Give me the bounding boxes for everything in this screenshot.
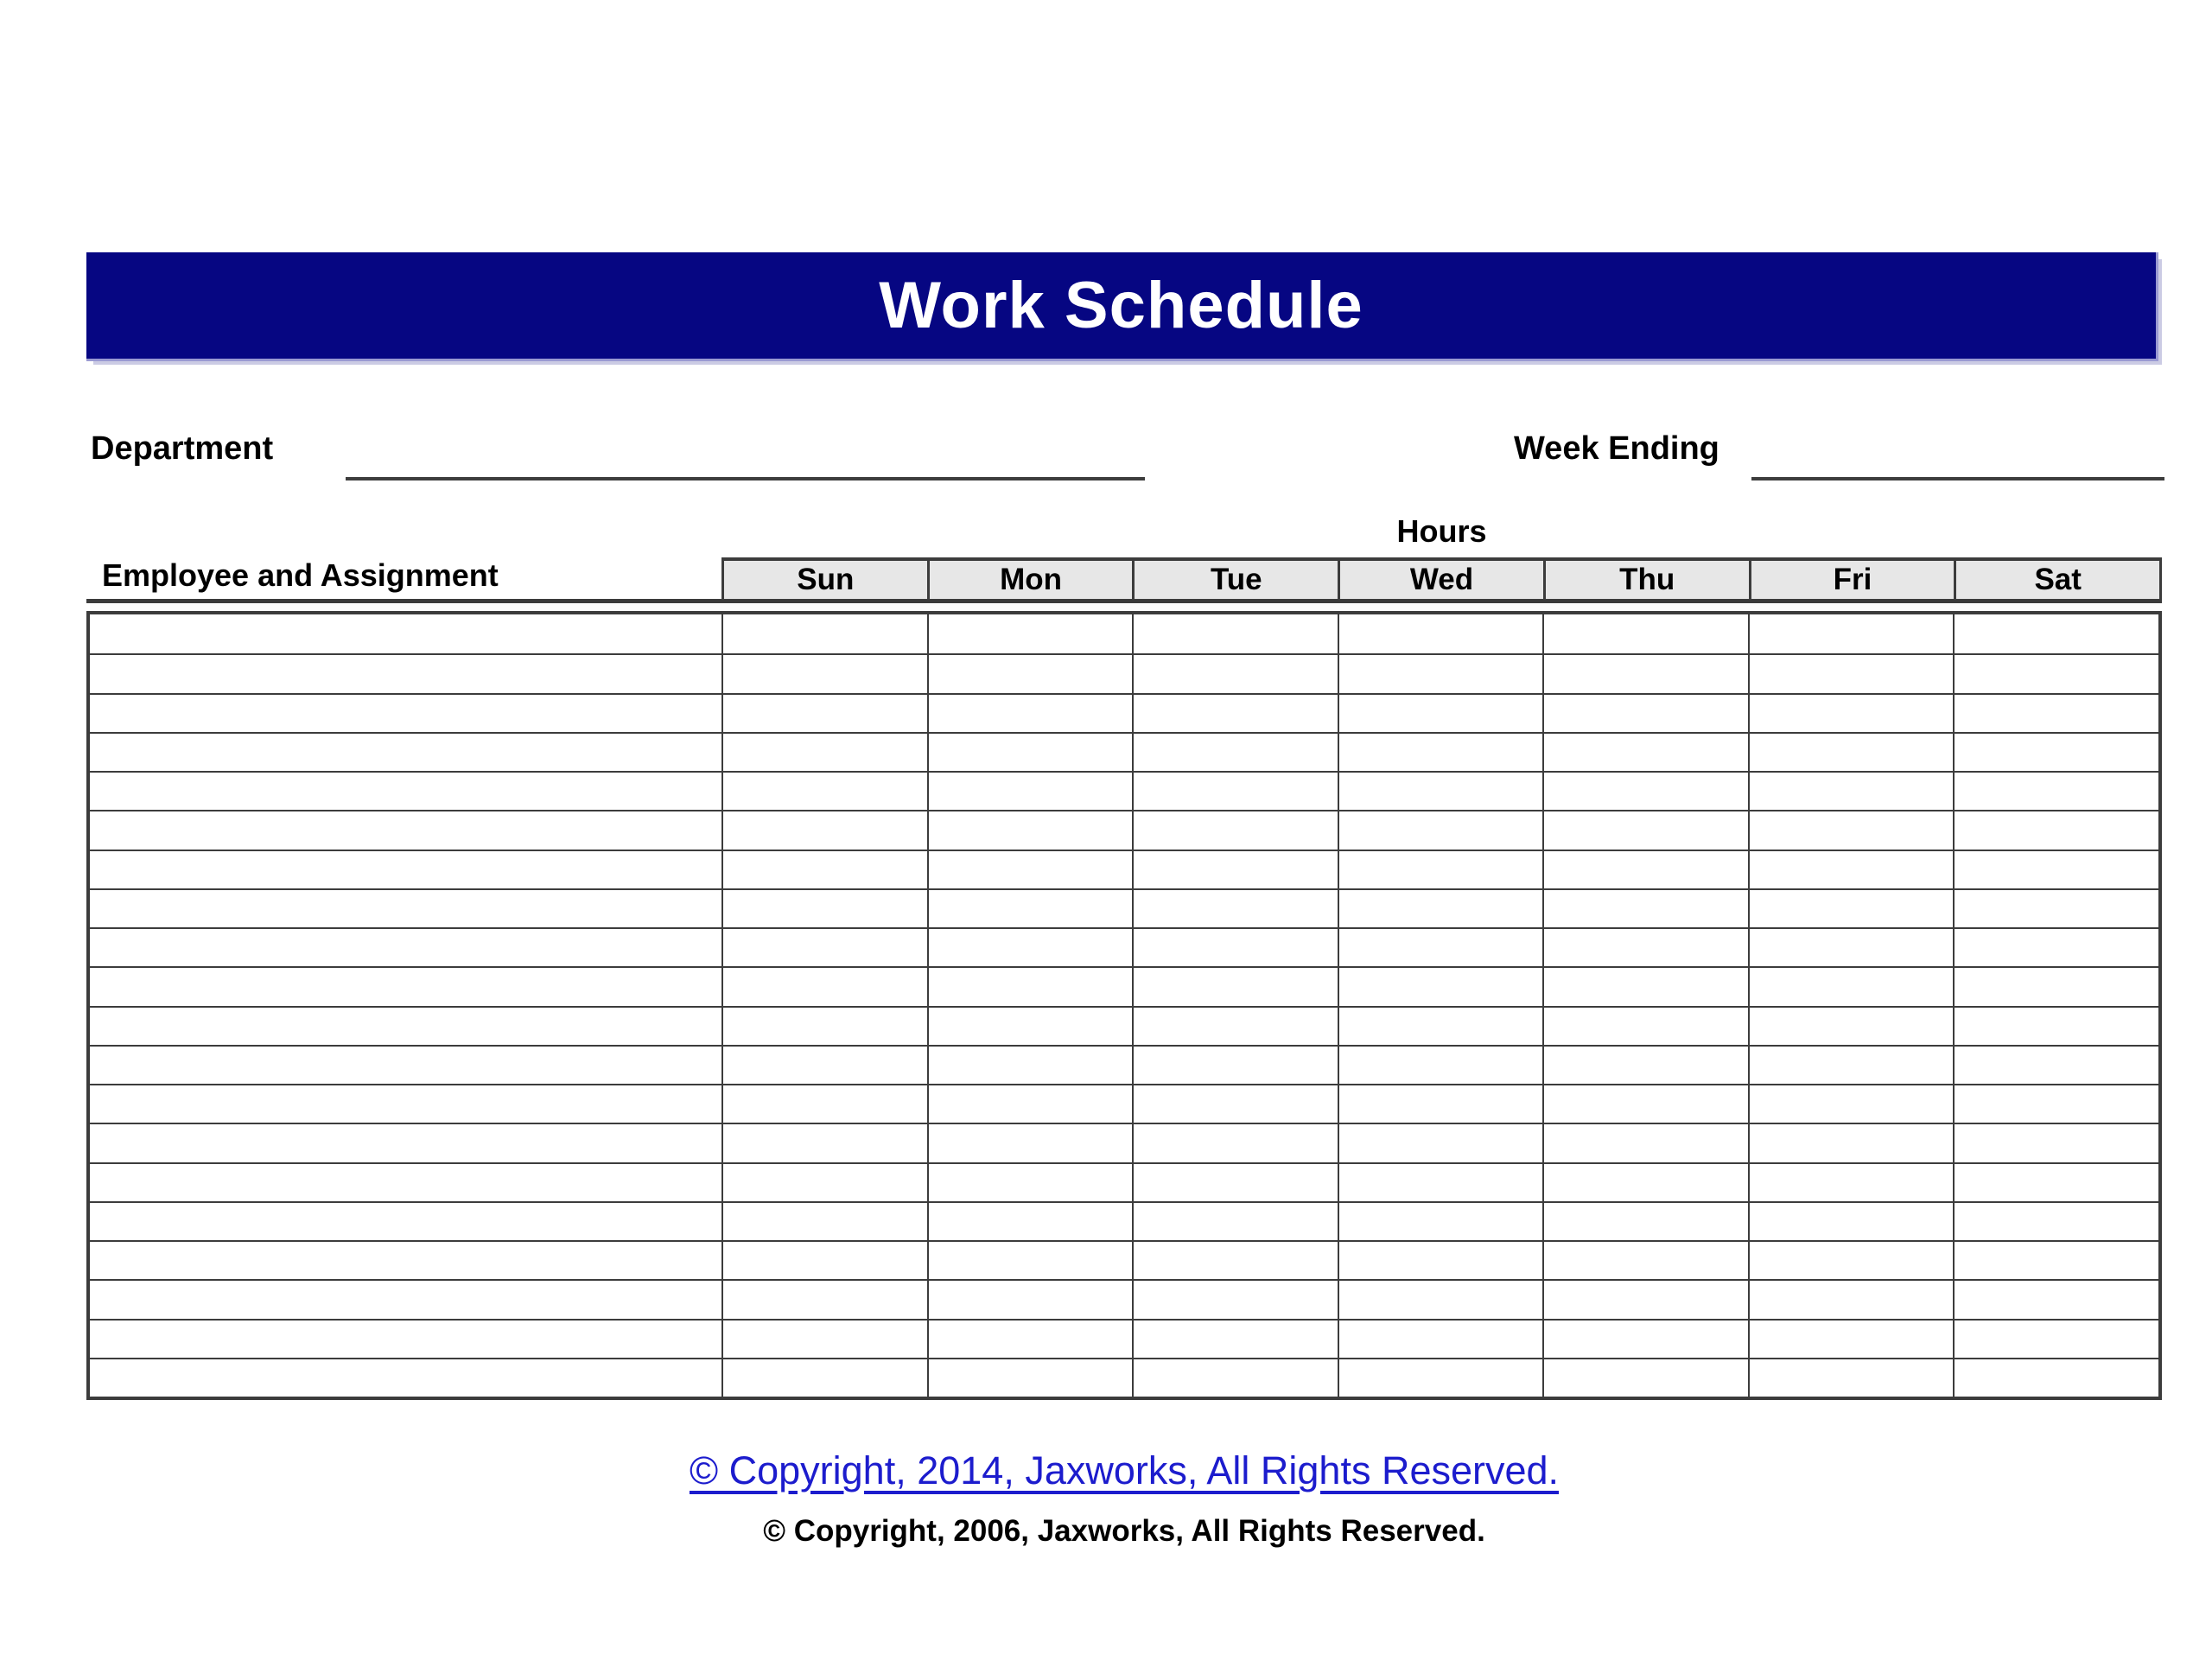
hours-cell-tue[interactable] <box>1132 811 1338 849</box>
hours-cell-wed[interactable] <box>1338 1047 1543 1084</box>
employee-cell[interactable] <box>90 695 721 732</box>
hours-cell-sun[interactable] <box>721 1281 927 1318</box>
hours-cell-thu[interactable] <box>1542 1164 1748 1201</box>
hours-cell-sat[interactable] <box>1953 1203 2158 1240</box>
hours-cell-wed[interactable] <box>1338 929 1543 966</box>
hours-cell-tue[interactable] <box>1132 1242 1338 1279</box>
hours-cell-thu[interactable] <box>1542 929 1748 966</box>
hours-cell-thu[interactable] <box>1542 1008 1748 1045</box>
hours-cell-mon[interactable] <box>927 851 1133 888</box>
day-header-tue: Tue <box>1132 557 1338 599</box>
hours-cell-fri[interactable] <box>1748 1359 1954 1397</box>
table-row <box>90 1123 2158 1161</box>
hours-cell-tue[interactable] <box>1132 1203 1338 1240</box>
employee-cell[interactable] <box>90 1359 721 1397</box>
hours-cell-thu[interactable] <box>1542 734 1748 771</box>
table-row <box>90 1045 2158 1084</box>
hours-cell-tue[interactable] <box>1132 1085 1338 1123</box>
hours-cell-sat[interactable] <box>1953 1242 2158 1279</box>
hours-cell-sat[interactable] <box>1953 1008 2158 1045</box>
employee-cell[interactable] <box>90 773 721 810</box>
hours-cell-tue[interactable] <box>1132 968 1338 1005</box>
table-header-row <box>86 557 2162 603</box>
table-row <box>90 771 2158 810</box>
hours-cell-sun[interactable] <box>721 1164 927 1201</box>
hours-cell-thu[interactable] <box>1542 1047 1748 1084</box>
hours-cell-thu[interactable] <box>1542 1242 1748 1279</box>
hours-cell-thu[interactable] <box>1542 614 1748 653</box>
hours-cell-sun[interactable] <box>721 1085 927 1123</box>
hours-cell-mon[interactable] <box>927 614 1133 653</box>
hours-cell-sat[interactable] <box>1953 1321 2158 1358</box>
hours-cell-thu[interactable] <box>1542 655 1748 692</box>
table-row <box>90 1279 2158 1318</box>
employee-cell[interactable] <box>90 1047 721 1084</box>
hours-cell-fri[interactable] <box>1748 1008 1954 1045</box>
employee-cell[interactable] <box>90 968 721 1005</box>
hours-cell-wed[interactable] <box>1338 890 1543 927</box>
hours-cell-fri[interactable] <box>1748 1242 1954 1279</box>
hours-cell-mon[interactable] <box>927 929 1133 966</box>
hours-cell-tue[interactable] <box>1132 1281 1338 1318</box>
hours-cell-wed[interactable] <box>1338 1321 1543 1358</box>
hours-cell-mon[interactable] <box>927 1124 1133 1161</box>
hours-cell-sat[interactable] <box>1953 695 2158 732</box>
hours-cell-sun[interactable] <box>721 655 927 692</box>
hours-cell-wed[interactable] <box>1338 1281 1543 1318</box>
hours-cell-sun[interactable] <box>721 1359 927 1397</box>
day-header-fri: Fri <box>1749 557 1955 599</box>
employee-cell[interactable] <box>90 1281 721 1318</box>
employee-cell[interactable] <box>90 811 721 849</box>
table-row <box>90 888 2158 927</box>
hours-cell-sat[interactable] <box>1953 811 2158 849</box>
employee-cell[interactable] <box>90 614 721 653</box>
hours-cell-fri[interactable] <box>1748 1124 1954 1161</box>
hours-cell-mon[interactable] <box>927 695 1133 732</box>
hours-cell-sat[interactable] <box>1953 968 2158 1005</box>
hours-cell-mon[interactable] <box>927 1164 1133 1201</box>
hours-cell-wed[interactable] <box>1338 1359 1543 1397</box>
week-ending-label: Week Ending <box>1514 430 1719 467</box>
hours-cell-sat[interactable] <box>1953 1359 2158 1397</box>
hours-cell-sun[interactable] <box>721 851 927 888</box>
hours-cell-tue[interactable] <box>1132 1124 1338 1161</box>
hours-cell-mon[interactable] <box>927 1047 1133 1084</box>
page-title: Work Schedule <box>879 269 1363 342</box>
hours-cell-thu[interactable] <box>1542 968 1748 1005</box>
employee-cell[interactable] <box>90 929 721 966</box>
table-row <box>90 1201 2158 1240</box>
employee-cell[interactable] <box>90 851 721 888</box>
hours-cell-sun[interactable] <box>721 968 927 1005</box>
hours-cell-tue[interactable] <box>1132 1047 1338 1084</box>
hours-cell-fri[interactable] <box>1748 695 1954 732</box>
employee-cell[interactable] <box>90 890 721 927</box>
hours-cell-mon[interactable] <box>927 1203 1133 1240</box>
hours-cell-sun[interactable] <box>721 1321 927 1358</box>
hours-cell-sat[interactable] <box>1953 890 2158 927</box>
hours-cell-mon[interactable] <box>927 1281 1133 1318</box>
day-header-sat: Sat <box>1954 557 2162 599</box>
hours-cell-thu[interactable] <box>1542 1203 1748 1240</box>
employee-cell[interactable] <box>90 1242 721 1279</box>
day-header-sun: Sun <box>721 557 927 599</box>
hours-cell-wed[interactable] <box>1338 1008 1543 1045</box>
hours-cell-fri[interactable] <box>1748 1321 1954 1358</box>
hours-cell-wed[interactable] <box>1338 695 1543 732</box>
hours-caption: Hours <box>1396 513 1487 549</box>
copyright-2014-link[interactable]: © Copyright, 2014, Jaxworks, All Rights Reserved. <box>689 1448 1560 1492</box>
table-row <box>90 1319 2158 1358</box>
hours-cell-thu[interactable] <box>1542 695 1748 732</box>
table-row <box>90 1162 2158 1201</box>
hours-cell-fri[interactable] <box>1748 1085 1954 1123</box>
hours-cell-fri[interactable] <box>1748 1203 1954 1240</box>
hours-cell-mon[interactable] <box>927 1359 1133 1397</box>
hours-cell-tue[interactable] <box>1132 655 1338 692</box>
hours-cell-sat[interactable] <box>1953 1164 2158 1201</box>
hours-cell-fri[interactable] <box>1748 1047 1954 1084</box>
hours-cell-sat[interactable] <box>1953 1085 2158 1123</box>
hours-cell-thu[interactable] <box>1542 1124 1748 1161</box>
table-row <box>90 1006 2158 1045</box>
hours-cell-tue[interactable] <box>1132 1008 1338 1045</box>
hours-cell-wed[interactable] <box>1338 614 1543 653</box>
hours-cell-sun[interactable] <box>721 1203 927 1240</box>
hours-cell-tue[interactable] <box>1132 929 1338 966</box>
hours-cell-sun[interactable] <box>721 734 927 771</box>
week-ending-input[interactable] <box>1751 446 2164 480</box>
employee-cell[interactable] <box>90 1321 721 1358</box>
hours-cell-mon[interactable] <box>927 773 1133 810</box>
hours-cell-wed[interactable] <box>1338 1203 1543 1240</box>
hours-cell-mon[interactable] <box>927 890 1133 927</box>
employee-assignment-header: Employee and Assignment <box>102 557 499 593</box>
hours-cell-sat[interactable] <box>1953 1124 2158 1161</box>
employee-cell[interactable] <box>90 1164 721 1201</box>
hours-cell-sun[interactable] <box>721 1047 927 1084</box>
table-row <box>90 653 2158 692</box>
hours-cell-mon[interactable] <box>927 734 1133 771</box>
hours-cell-mon[interactable] <box>927 1085 1133 1123</box>
hours-cell-thu[interactable] <box>1542 1085 1748 1123</box>
hours-cell-wed[interactable] <box>1338 968 1543 1005</box>
hours-cell-fri[interactable] <box>1748 734 1954 771</box>
table-row <box>90 810 2158 849</box>
hours-cell-fri[interactable] <box>1748 1281 1954 1318</box>
hours-cell-thu[interactable] <box>1542 1281 1748 1318</box>
employee-cell[interactable] <box>90 1008 721 1045</box>
hours-cell-sun[interactable] <box>721 890 927 927</box>
hours-cell-tue[interactable] <box>1132 1359 1338 1397</box>
hours-cell-tue[interactable] <box>1132 851 1338 888</box>
hours-cell-thu[interactable] <box>1542 773 1748 810</box>
hours-cell-fri[interactable] <box>1748 773 1954 810</box>
day-header-mon: Mon <box>927 557 1133 599</box>
hours-cell-sat[interactable] <box>1953 614 2158 653</box>
table-row <box>90 732 2158 771</box>
hours-cell-wed[interactable] <box>1338 1124 1543 1161</box>
employee-cell[interactable] <box>90 1085 721 1123</box>
hours-cell-mon[interactable] <box>927 968 1133 1005</box>
hours-cell-tue[interactable] <box>1132 773 1338 810</box>
hours-cell-tue[interactable] <box>1132 890 1338 927</box>
hours-cell-mon[interactable] <box>927 1242 1133 1279</box>
copyright-2006-text: © Copyright, 2006, Jaxworks, All Rights Reserved. <box>763 1514 1485 1548</box>
hours-cell-fri[interactable] <box>1748 614 1954 653</box>
employee-cell[interactable] <box>90 734 721 771</box>
hours-cell-thu[interactable] <box>1542 851 1748 888</box>
hours-cell-tue[interactable] <box>1132 1164 1338 1201</box>
hours-cell-sat[interactable] <box>1953 1047 2158 1084</box>
employee-cell[interactable] <box>90 655 721 692</box>
hours-cell-tue[interactable] <box>1132 734 1338 771</box>
hours-cell-fri[interactable] <box>1748 968 1954 1005</box>
hours-cell-sun[interactable] <box>721 929 927 966</box>
hours-cell-mon[interactable] <box>927 1008 1133 1045</box>
day-header-wed: Wed <box>1338 557 1543 599</box>
hours-cell-sat[interactable] <box>1953 1281 2158 1318</box>
employee-cell[interactable] <box>90 1124 721 1161</box>
hours-cell-wed[interactable] <box>1338 773 1543 810</box>
day-headers <box>721 557 2162 599</box>
hours-cell-sun[interactable] <box>721 1242 927 1279</box>
hours-cell-wed[interactable] <box>1338 811 1543 849</box>
hours-cell-wed[interactable] <box>1338 734 1543 771</box>
hours-cell-tue[interactable] <box>1132 695 1338 732</box>
hours-cell-sun[interactable] <box>721 1008 927 1045</box>
hours-cell-fri[interactable] <box>1748 890 1954 927</box>
hours-cell-wed[interactable] <box>1338 1085 1543 1123</box>
hours-cell-wed[interactable] <box>1338 655 1543 692</box>
hours-cell-sun[interactable] <box>721 773 927 810</box>
hours-cell-sat[interactable] <box>1953 851 2158 888</box>
hours-cell-sat[interactable] <box>1953 929 2158 966</box>
hours-cell-tue[interactable] <box>1132 1321 1338 1358</box>
hours-cell-wed[interactable] <box>1338 1164 1543 1201</box>
employee-cell[interactable] <box>90 1203 721 1240</box>
hours-cell-fri[interactable] <box>1748 1164 1954 1201</box>
hours-cell-sat[interactable] <box>1953 734 2158 771</box>
hours-cell-sat[interactable] <box>1953 773 2158 810</box>
hours-cell-mon[interactable] <box>927 811 1133 849</box>
hours-cell-thu[interactable] <box>1542 1359 1748 1397</box>
title-banner <box>86 252 2158 361</box>
schedule-body <box>86 611 2162 1400</box>
hours-cell-sun[interactable] <box>721 811 927 849</box>
hours-cell-thu[interactable] <box>1542 1321 1748 1358</box>
hours-cell-sat[interactable] <box>1953 655 2158 692</box>
hours-cell-tue[interactable] <box>1132 614 1338 653</box>
hours-cell-mon[interactable] <box>927 655 1133 692</box>
hours-cell-fri[interactable] <box>1748 851 1954 888</box>
hours-cell-fri[interactable] <box>1748 811 1954 849</box>
department-input[interactable] <box>346 446 1145 480</box>
department-label: Department <box>91 430 274 467</box>
hours-cell-thu[interactable] <box>1542 890 1748 927</box>
table-row <box>90 614 2158 653</box>
table-row <box>90 966 2158 1005</box>
day-header-thu: Thu <box>1543 557 1749 599</box>
table-row <box>90 1358 2158 1397</box>
table-row <box>90 693 2158 732</box>
hours-cell-fri[interactable] <box>1748 655 1954 692</box>
table-row <box>90 927 2158 966</box>
hours-cell-sun[interactable] <box>721 695 927 732</box>
hours-cell-wed[interactable] <box>1338 851 1543 888</box>
table-row <box>90 850 2158 888</box>
hours-cell-sun[interactable] <box>721 614 927 653</box>
hours-cell-fri[interactable] <box>1748 929 1954 966</box>
hours-cell-thu[interactable] <box>1542 811 1748 849</box>
table-row <box>90 1240 2158 1279</box>
hours-cell-sun[interactable] <box>721 1124 927 1161</box>
hours-cell-wed[interactable] <box>1338 1242 1543 1279</box>
table-row <box>90 1084 2158 1123</box>
hours-cell-mon[interactable] <box>927 1321 1133 1358</box>
